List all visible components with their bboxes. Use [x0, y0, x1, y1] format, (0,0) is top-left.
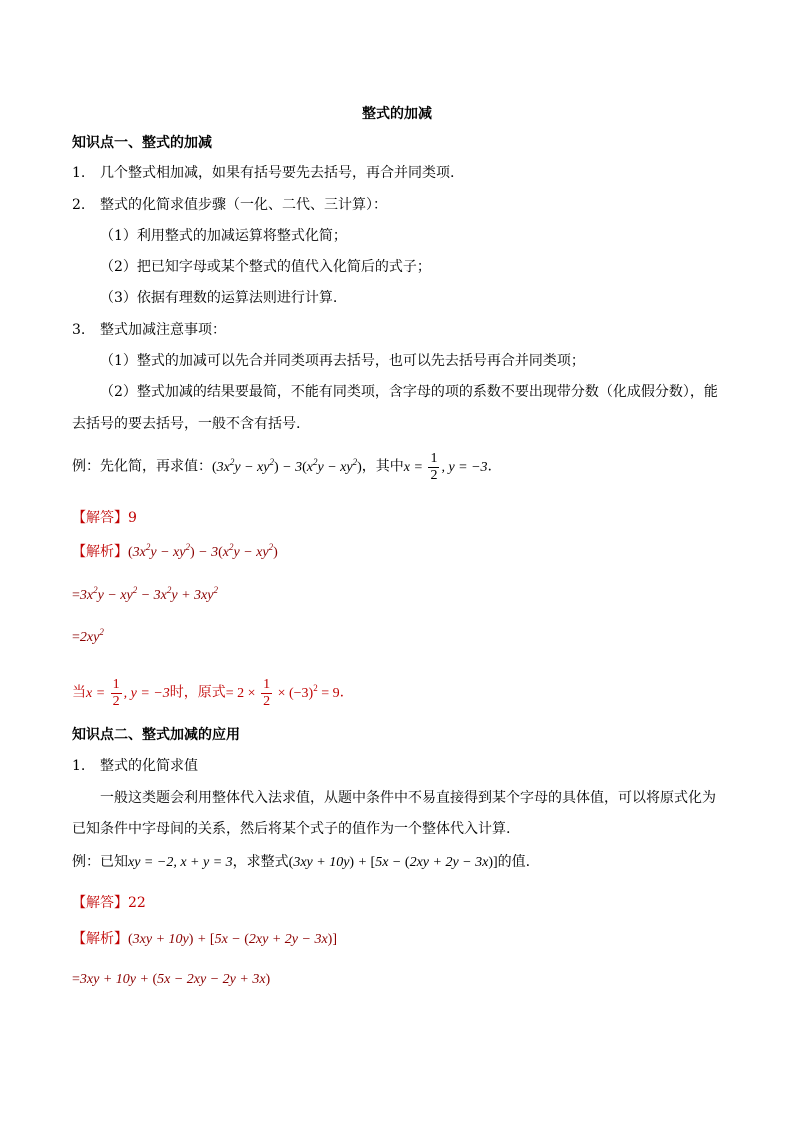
s2-item1-num: 1. — [72, 758, 86, 774]
s1-analysis-line3 — [72, 627, 722, 648]
s1-analysis-end: . — [339, 684, 345, 701]
s1-example-mid: ，其中 — [361, 458, 404, 475]
s1-analysis-expr1: $(3x^2y - xy^2) - 3(x^2y - xy^2)$ — [128, 542, 278, 560]
s2-example-mid: ，求整式 — [232, 854, 289, 870]
s2-example-prefix: 例：已知 — [72, 854, 128, 870]
s2-example-expression: (3xy + 10y) + [5x − (2xy + 2y − 3x)] — [288, 855, 498, 870]
s1-note1: （1）整式的加减可以先合并同类项再去括号，也可以先去括号再合并同类项； — [100, 353, 585, 369]
s1-item2-num: 2. — [72, 197, 86, 213]
page-title: 整式的加减 — [362, 106, 432, 122]
s2-item1 — [72, 756, 722, 776]
s2-example-suffix: 的值. — [497, 854, 531, 870]
s2-analysis-label: 【解析】 — [72, 931, 128, 947]
s1-item1-text: 几个整式相加减，如果有括号要先去括号，再合并同类项. — [100, 165, 455, 181]
s2-example — [72, 852, 722, 873]
s2-example-condition: xy = −2, x + y = 3 — [128, 855, 233, 870]
s1-item3-text: 整式加减注意事项： — [100, 322, 226, 338]
s1-answer-value: 9 — [128, 510, 137, 526]
s1-note3: 去括号的要去括号，一般不含有括号. — [72, 416, 301, 432]
s1-answer — [72, 508, 722, 528]
s1-example-condition: x = $\frac{1}{2}$ , y = −3 — [403, 451, 488, 483]
s1-analysis-when2: 时，原式 — [169, 684, 226, 701]
s2-analysis-expr2: =3xy + 10y + (5x − 2xy − 2y + 3x) — [72, 972, 271, 987]
s1-answer-label: 【解答】 — [72, 510, 128, 526]
s2-answer-label: 【解答】 — [72, 895, 128, 911]
s2-para1: 一般这类题会利用整体代入法求值，从题中条件中不易直接得到某个字母的具体值，可以将原式化为 — [100, 790, 716, 806]
s1-analysis-expr2: $=3x^2y - xy^2 - 3x^2y + 3xy^2$ — [72, 585, 218, 603]
s1-analysis-result: = 2 × $\frac{1}{2}$ × $(-3)^2 = 9$ — [225, 677, 340, 709]
s1-item3-num: 3. — [72, 322, 86, 338]
section2-heading: 知识点二、整式加减的应用 — [72, 727, 240, 743]
s1-step3: （3）依据有理数的运算法则进行计算. — [100, 290, 338, 306]
s1-analysis-label: 【解析】 — [72, 544, 128, 560]
s1-example-prefix: 例：先化简，再求值： — [72, 458, 212, 475]
s2-answer-value: 22 — [128, 895, 146, 911]
s2-para2: 已知条件中字母间的关系，然后将某个式子的值作为一个整体代入计算. — [72, 821, 511, 837]
s1-analysis-when: 当 — [72, 684, 86, 701]
s1-step2: （2）把已知字母或某个整式的值代入化简后的式子； — [100, 259, 431, 275]
s1-analysis-line1 — [72, 542, 722, 563]
s1-example-suffix: . — [487, 458, 492, 475]
s1-item1 — [72, 163, 722, 183]
s1-note2: （2）整式加减的结果要最简，不能有同类项，含字母的项的系数不要出现带分数（化成假分数），能 — [100, 384, 718, 400]
s1-example — [72, 451, 722, 484]
s1-item1-num: 1. — [72, 165, 86, 181]
s1-item2 — [72, 195, 722, 215]
section1-heading: 知识点一、整式的加减 — [72, 135, 212, 151]
s1-item3 — [72, 320, 722, 340]
s1-step1: （1）利用整式的加减运算将整式化简； — [100, 228, 347, 244]
s1-analysis-expr3: $=2xy^2$ — [72, 627, 104, 645]
s1-analysis-condition: x = $\frac{1}{2}$ , y = −3 — [86, 677, 170, 709]
s2-analysis-expr1: (3xy + 10y) + [5x − (2xy + 2y − 3x)] — [128, 932, 337, 947]
s2-answer — [72, 893, 722, 913]
s2-item1-text: 整式的化简求值 — [100, 758, 198, 774]
s1-example-expression: $(3x^2y - xy^2) - 3(x^2y - xy^2)$ — [212, 456, 362, 475]
s2-analysis-line1 — [72, 929, 722, 950]
s1-analysis-line4 — [72, 677, 722, 710]
s1-item2-text: 整式的化简求值步骤（一化、二代、三计算）： — [100, 197, 387, 213]
s1-analysis-line2 — [72, 585, 722, 606]
s2-analysis-line2 — [72, 969, 722, 990]
